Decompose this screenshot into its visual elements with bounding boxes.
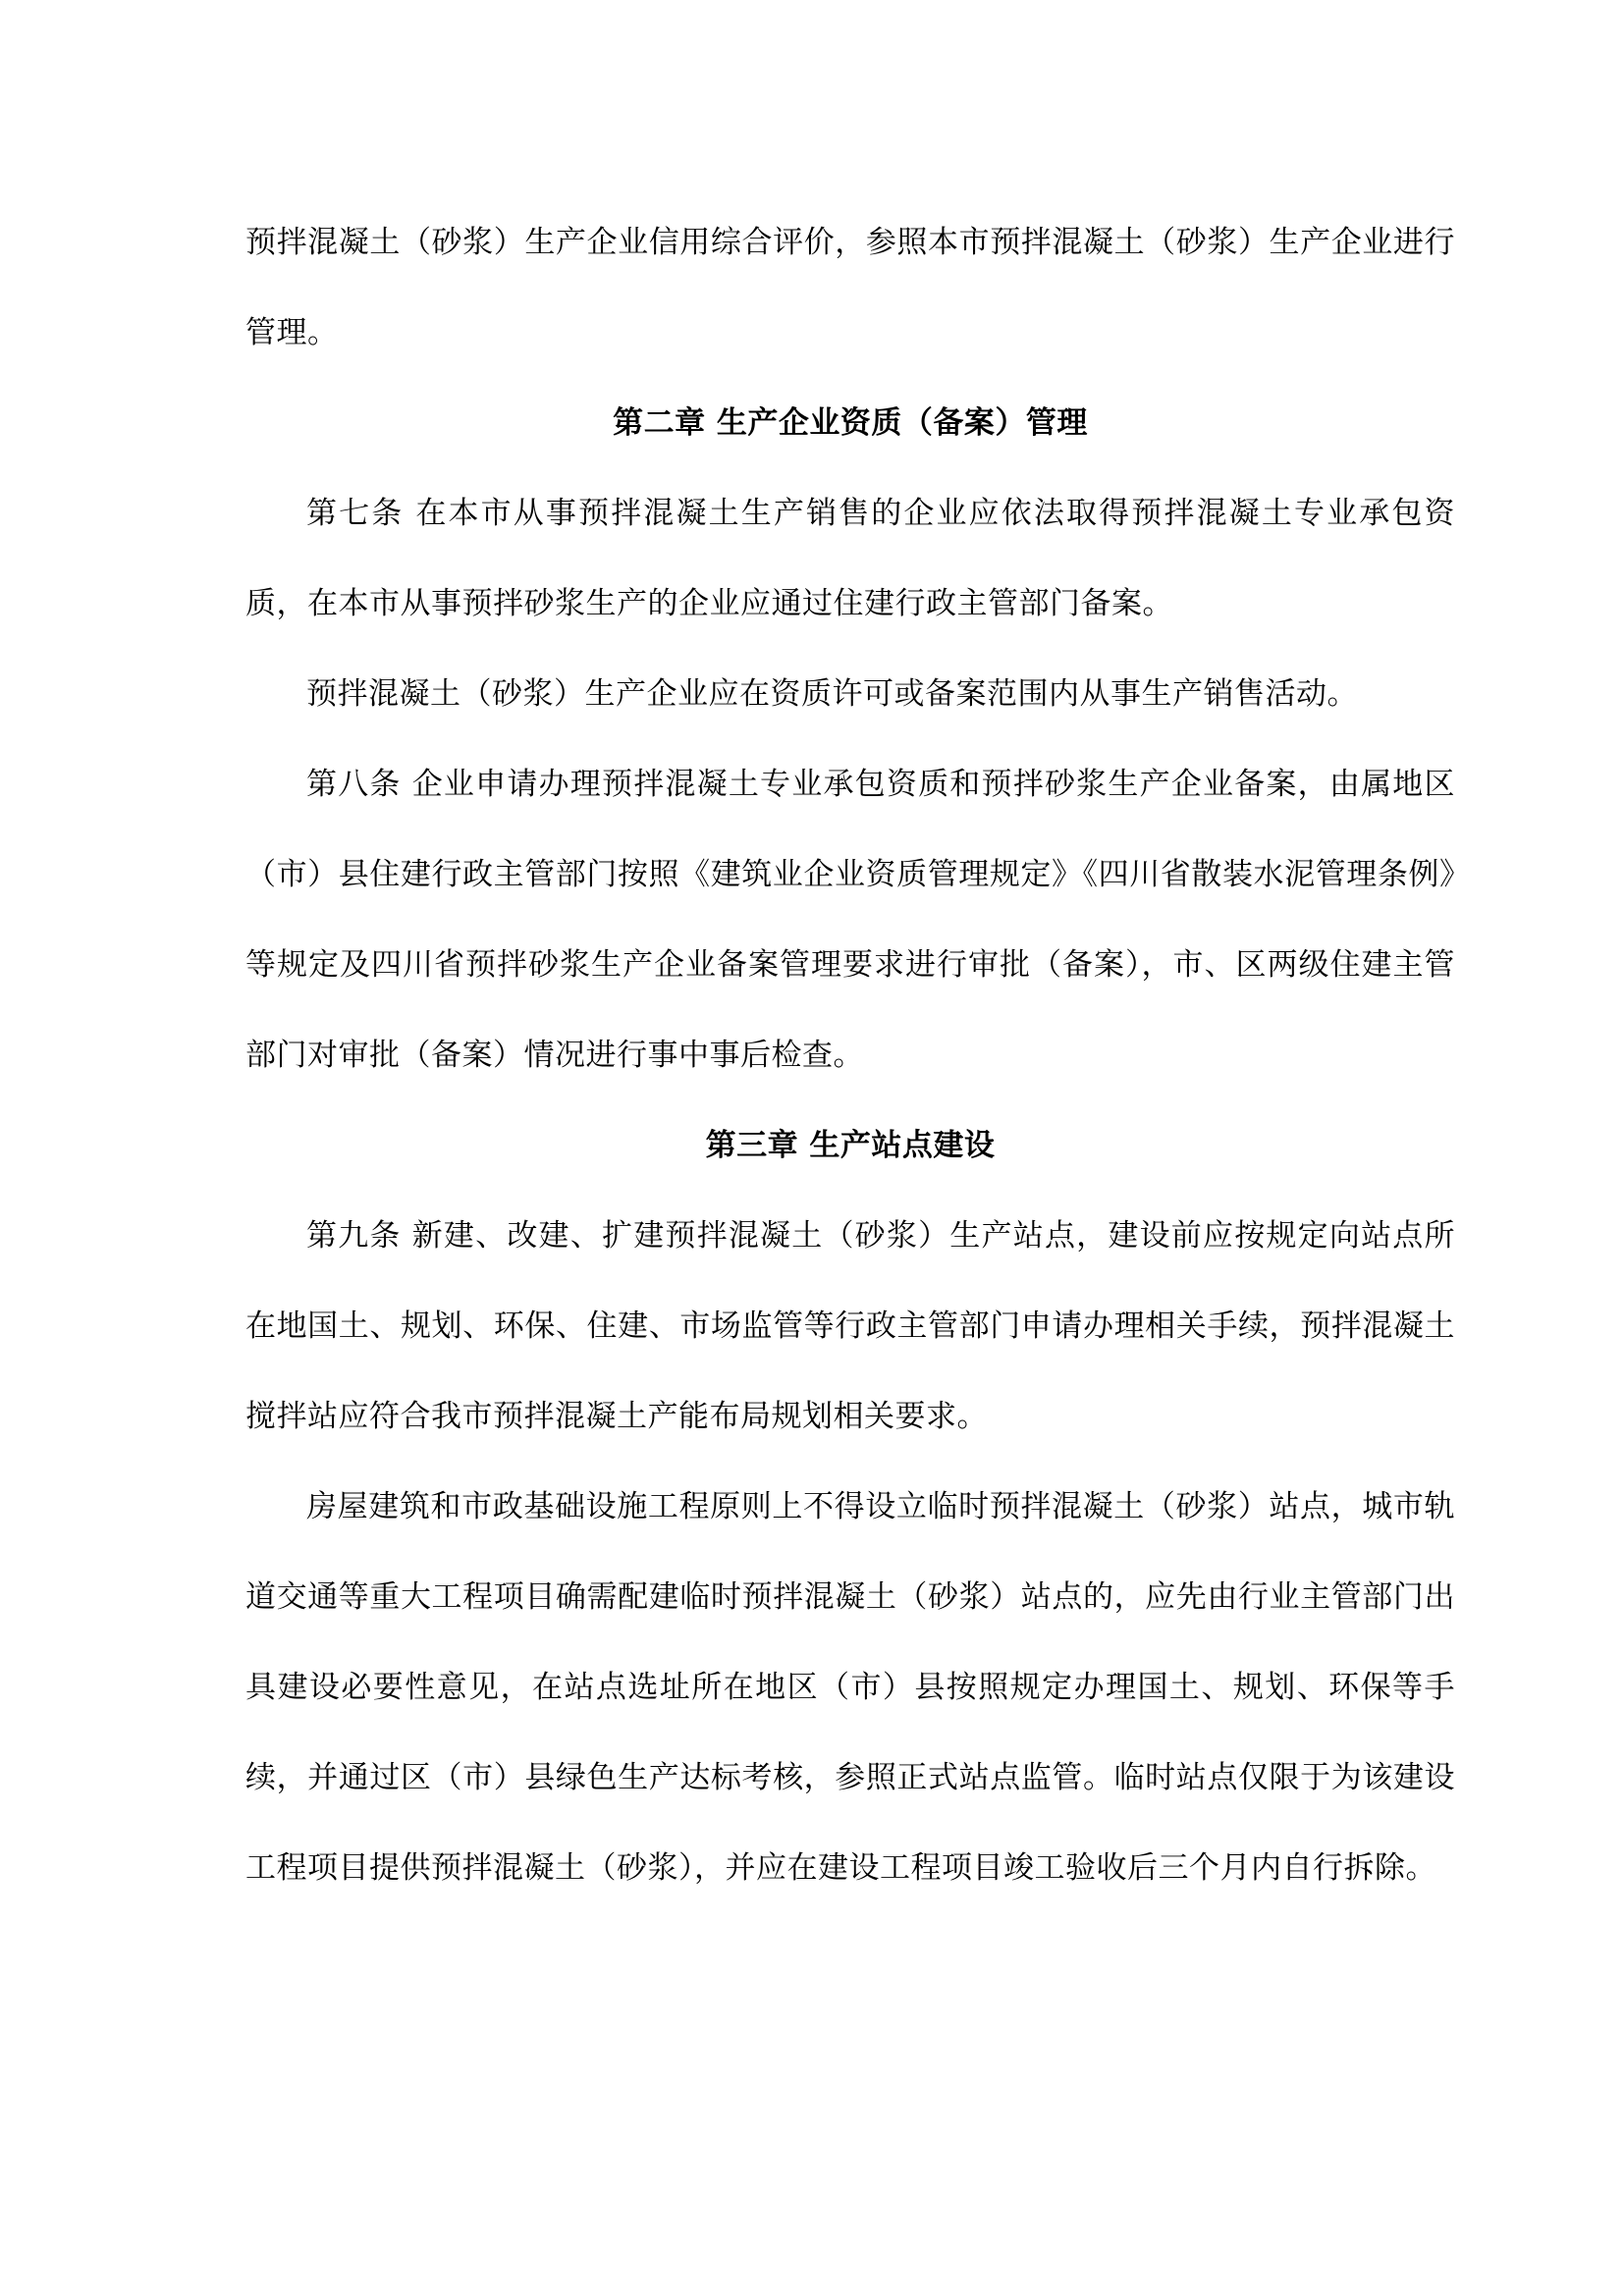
- chapter-2-heading: 第二章 生产企业资质（备案）管理: [613, 405, 1088, 441]
- article-8-paragraph: 第八条 企业申请办理预拌混凝土专业承包资质和预拌砂浆生产企业备案，由属地区（市）县住建行政主管部门按照《建筑业企业资质管理规定》《四川省散装水泥管理条例》等规定及四川省预拌砂浆生产企业备案管理要求进行审批（备案），市、区两级住建主管部门对审批（备案）情况进行事中事后检查。: [245, 767, 1455, 1073]
- chapter-3-heading: 第三章 生产站点建设: [705, 1128, 996, 1163]
- article-9-paragraph: 第九条 新建、改建、扩建预拌混凝土（砂浆）生产站点，建设前应按规定向站点所在地国土、规划、环保、住建、市场监管等行政主管部门申请办理相关手续，预拌混凝土搅拌站应符合我市预拌混凝土产能布局规划相关要求。: [245, 1218, 1455, 1434]
- continued-paragraph: 预拌混凝土（砂浆）生产企业信用综合评价，参照本市预拌混凝土（砂浆）生产企业进行管理。: [245, 225, 1455, 350]
- article-7-paragraph: 第七条 在本市从事预拌混凝土生产销售的企业应依法取得预拌混凝土专业承包资质，在本市从事预拌砂浆生产的企业应通过住建行政主管部门备案。: [245, 496, 1455, 621]
- document-body: [245, 197, 1455, 1913]
- article-9-second-paragraph: 房屋建筑和市政基础设施工程原则上不得设立临时预拌混凝土（砂浆）站点，城市轨道交通等重大工程项目确需配建临时预拌混凝土（砂浆）站点的，应先由行业主管部门出具建设必要性意见，在站点选址所在地区（市）县按照规定办理国土、规划、环保等手续，并通过区（市）县绿色生产达标考核，参照正式站点监管。临时站点仅限于为该建设工程项目提供预拌混凝土（砂浆），并应在建设工程项目竣工验收后三个月内自行拆除。: [245, 1489, 1455, 1886]
- article-7-second-paragraph: 预拌混凝土（砂浆）生产企业应在资质许可或备案范围内从事生产销售活动。: [306, 676, 1358, 712]
